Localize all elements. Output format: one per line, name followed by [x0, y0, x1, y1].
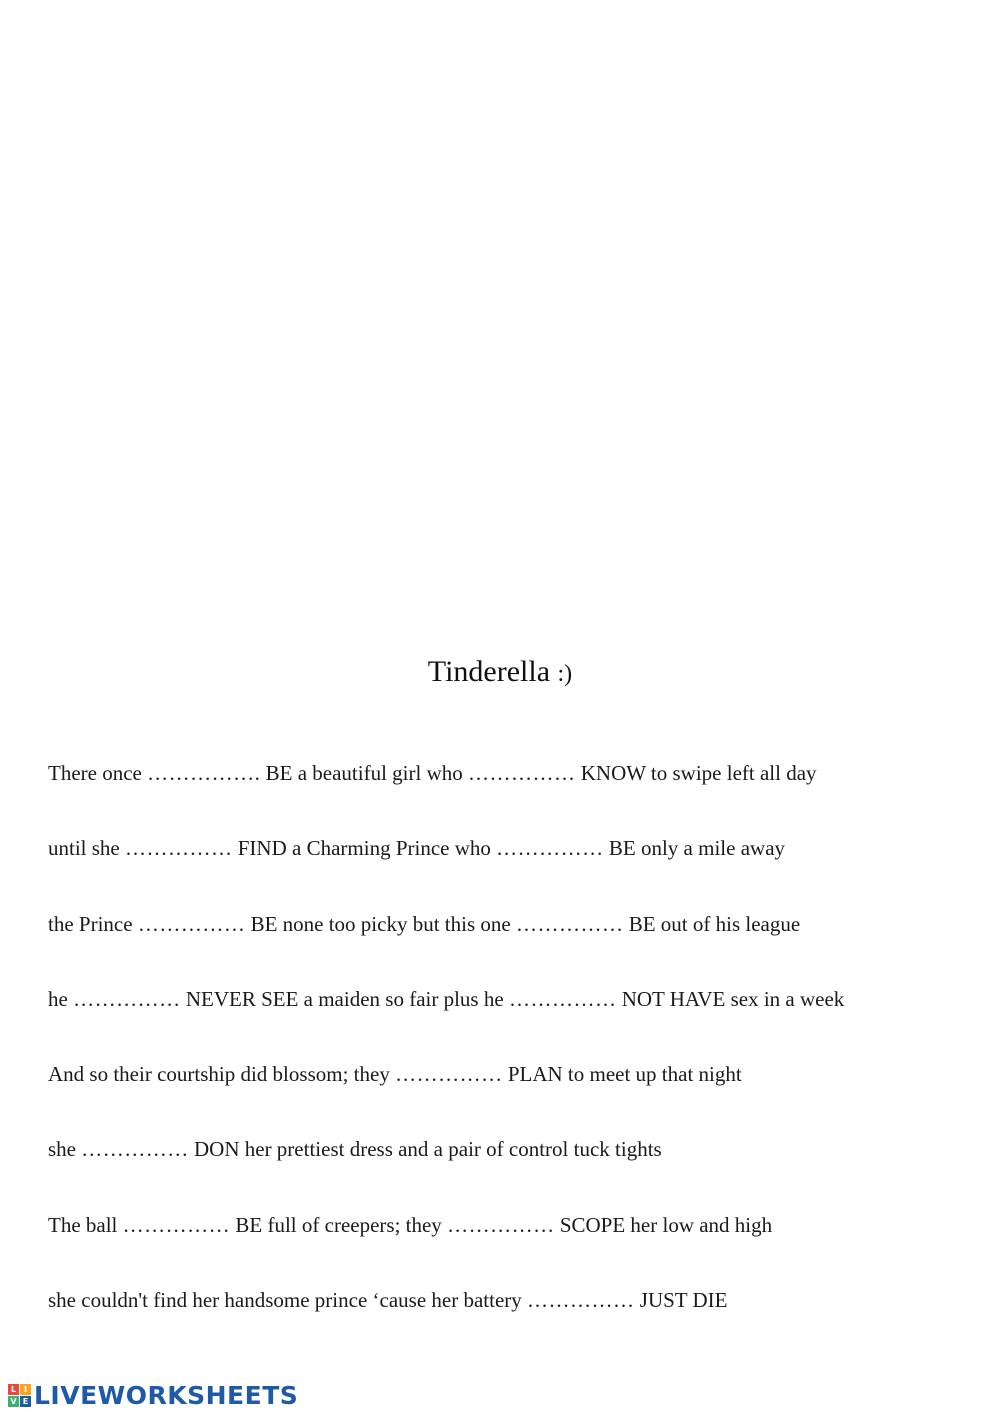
line-text: BE none too picky but this one — [245, 911, 516, 936]
answer-blank[interactable]: …………… — [447, 1212, 555, 1237]
line-text: FIND a Charming Prince who — [232, 836, 497, 861]
liveworksheets-logo[interactable] — [8, 1380, 298, 1410]
line-text: The ball — [48, 1212, 123, 1237]
line-text: she — [48, 1137, 82, 1162]
logo-mark-letter: L — [8, 1384, 19, 1395]
line-text: JUST DIE — [634, 1288, 728, 1313]
answer-blank[interactable]: …………… — [496, 836, 604, 861]
answer-blank[interactable]: …………… — [81, 1137, 189, 1162]
logo-text: LIVEWORKSHEETS — [34, 1380, 299, 1410]
answer-blank[interactable]: …………… — [125, 836, 233, 861]
exercise-line-5 — [48, 1057, 968, 1132]
answer-blank[interactable]: …………… — [515, 911, 624, 936]
line-text: SCOPE her low and high — [554, 1212, 773, 1237]
exercise-line-1 — [48, 756, 968, 831]
line-text: BE full of creepers; they — [230, 1212, 448, 1237]
title-text: Tinderella — [427, 655, 551, 688]
line-text: he — [48, 986, 74, 1011]
logo-mark-letter: E — [20, 1396, 31, 1407]
answer-blank[interactable]: …………… — [467, 761, 576, 785]
line-text: BE a beautiful girl who — [260, 761, 468, 785]
line-text: KNOW to swipe left all day — [575, 761, 817, 785]
exercise-line-6 — [48, 1132, 968, 1207]
line-text: PLAN to meet up that night — [502, 1062, 742, 1087]
line-text: until she — [48, 836, 125, 861]
answer-blank[interactable]: …………… — [508, 986, 617, 1011]
exercise-line-3 — [48, 907, 968, 982]
line-text: And so their courtship did blossom; they — [48, 1062, 396, 1087]
exercise-line-2 — [48, 831, 968, 906]
answer-blank[interactable]: ……………. — [147, 761, 261, 785]
line-text: she couldn't find her handsome prince ‘cause her battery — [48, 1288, 528, 1313]
exercise-line-7 — [48, 1208, 968, 1283]
answer-blank[interactable]: …………… — [137, 911, 246, 936]
line-text: NOT HAVE sex in a week — [616, 986, 845, 1011]
answer-blank[interactable]: …………… — [122, 1212, 231, 1237]
worksheet-title — [0, 652, 1000, 694]
line-text: DON her prettiest dress and a pair of control tuck tights — [188, 1137, 662, 1162]
line-text: BE only a mile away — [603, 836, 786, 861]
answer-blank[interactable]: …………… — [73, 986, 181, 1011]
title-smiley: :) — [557, 661, 573, 687]
line-text: There once — [48, 761, 148, 785]
exercise-line-8 — [48, 1283, 968, 1358]
logo-mark-icon — [8, 1384, 31, 1407]
line-text: NEVER SEE a maiden so fair plus he — [180, 986, 509, 1011]
line-text: BE out of his league — [623, 911, 801, 936]
exercise-lines — [48, 756, 968, 1358]
answer-blank[interactable]: …………… — [395, 1062, 503, 1087]
exercise-line-4 — [48, 982, 968, 1057]
line-text: the Prince — [48, 911, 138, 936]
logo-mark-letter: I — [20, 1384, 31, 1395]
logo-mark-letter: V — [8, 1396, 19, 1407]
answer-blank[interactable]: …………… — [527, 1288, 635, 1313]
